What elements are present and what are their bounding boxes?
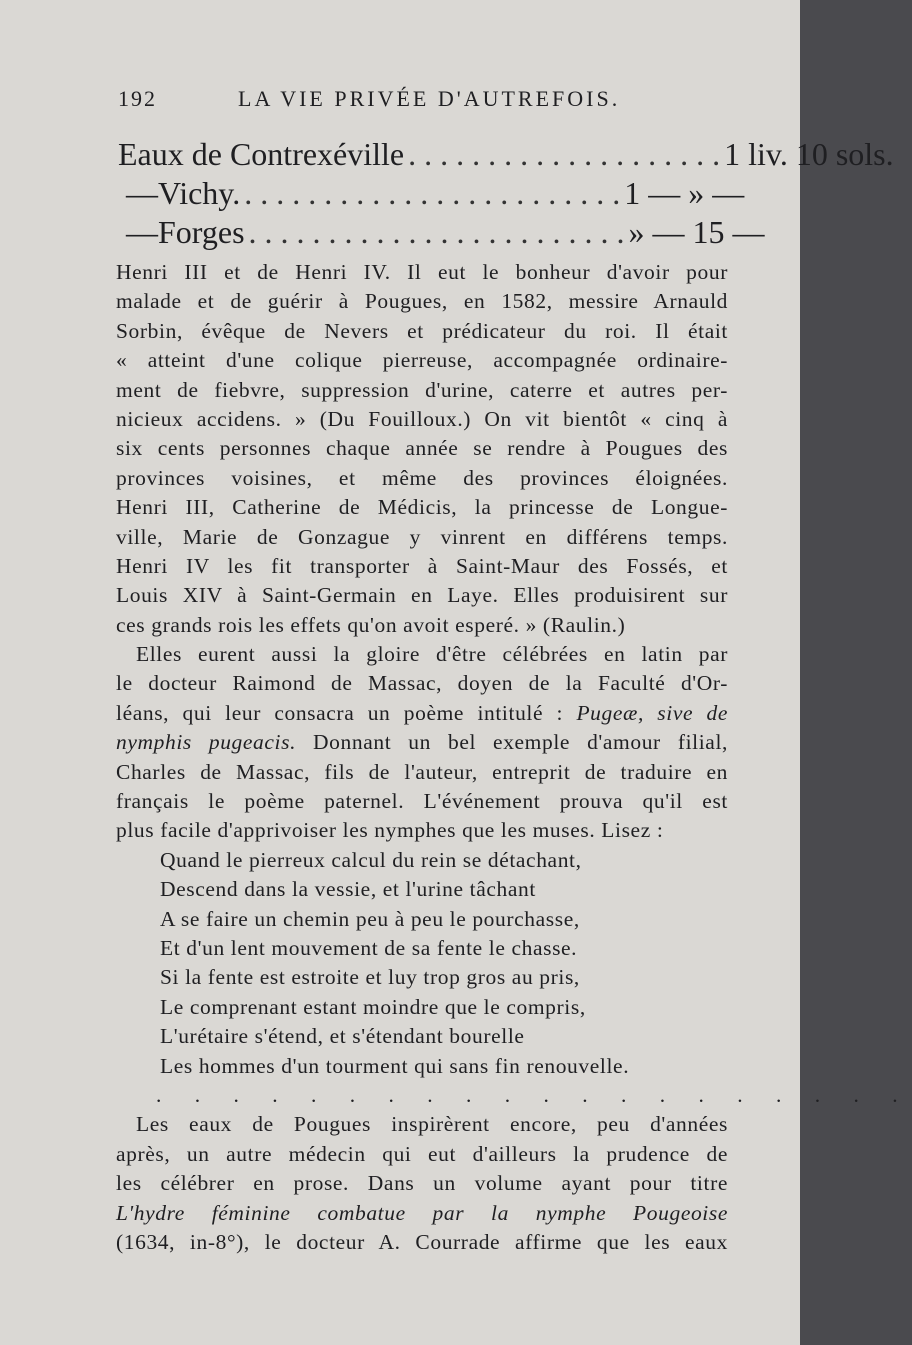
verse-line: Le comprenant estant moindre que le compris, — [160, 994, 586, 1019]
dot-leader: . . . . . . . . . . . . . . . . . . . . . . . . — [248, 214, 625, 250]
text-line — [116, 728, 728, 757]
price-item-amount: 1 liv. 10 sols. — [724, 136, 894, 172]
text-line: plus facile d'apprivoiser les nymphes que les muses. Lisez : — [116, 818, 664, 843]
verse-line: A se faire un chemin peu à peu le pourchasse, — [160, 906, 580, 931]
text-line: Sorbin, évêque de Nevers et prédicateur du roi. Il était — [116, 318, 728, 343]
dot-leader: . . . . . . . . . . . . . . . . . . . . . . . . — [244, 175, 621, 211]
text-line: Henri III, Catherine de Médicis, la princesse de Longue- — [116, 495, 728, 520]
text-line: Elles eurent aussi la gloire d'être célébrées en latin par — [136, 642, 728, 667]
text-line: malade et de guérir à Pougues, en 1582, messire Arnauld — [116, 289, 728, 314]
book-title: nymphis pugeacis. — [116, 730, 297, 755]
text-line: Les eaux de Pougues inspirèrent encore, peu d'années — [136, 1112, 728, 1137]
running-title: LA VIE PRIVÉE D'AUTREFOIS. — [238, 86, 621, 111]
text-line: provinces voisines, et même des provinces éloignées. — [116, 465, 728, 490]
price-item-name: Vichy. — [158, 175, 241, 211]
ellipsis-row: . . . . . . . . . . . . . . . . . . . . — [156, 1082, 912, 1107]
paragraph-courrade — [116, 1110, 728, 1257]
text-line: français le poème paternel. L'événement prouva qu'il est — [116, 789, 728, 814]
text-line: (1634, in-8°), le docteur A. Courrade affirme que les eaux — [116, 1229, 728, 1254]
text-line: Charles de Massac, fils de l'auteur, entreprit de traduire en — [116, 759, 728, 784]
text-line: le docteur Raimond de Massac, doyen de la Faculté d'Or- — [116, 671, 728, 696]
text-line: « atteint d'une colique pierreuse, accompagnée ordinaire- — [116, 348, 728, 373]
dot-leader: . . . . . . . . . . . . . . . . . . . . — [408, 136, 721, 172]
text-line — [116, 1199, 728, 1228]
text-line: les célébrer en prose. Dans un volume ayant pour titre — [116, 1171, 728, 1196]
price-row — [118, 135, 894, 174]
text-line: nicieux accidens. » (Du Fouilloux.) On vit bientôt « cinq à — [116, 406, 728, 431]
verse-line: Et d'un lent mouvement de sa fente le chasse. — [160, 935, 578, 960]
paragraph-massac — [116, 640, 728, 846]
text-line: Henri IV les fit transporter à Saint-Maur des Fossés, et — [116, 553, 728, 578]
text-line: après, un autre médecin qui eut d'ailleurs la prudence de — [116, 1141, 728, 1166]
price-row — [118, 213, 765, 252]
book-title: Pugeæ, sive de — [576, 700, 728, 725]
price-row — [118, 174, 745, 213]
book-title: L'hydre féminine combatue par la nymphe Pougeoise — [116, 1200, 728, 1225]
text-line: Louis XIV à Saint-Germain en Laye. Elles produisirent sur — [116, 583, 728, 608]
verse-line: Quand le pierreux calcul du rein se détachant, — [160, 847, 582, 872]
text-line: ment de fiebvre, suppression d'urine, caterre et autres per- — [116, 377, 728, 402]
ditto-dash: — — [126, 175, 158, 211]
price-item-amount: 1 — » — — [624, 175, 745, 211]
verse-line: Les hommes d'un tourment qui sans fin renouvelle. — [160, 1053, 630, 1078]
price-item-name: Eaux de Contrexéville — [118, 136, 405, 172]
text-line: Henri III et de Henri IV. Il eut le bonheur d'avoir pour — [116, 260, 728, 284]
text-segment: Donnant un bel exemple d'amour filial, — [296, 730, 728, 755]
text-segment: léans, qui leur consacra un poème intitulé : — [116, 700, 577, 725]
ditto-dash: — — [126, 214, 158, 250]
body-text — [116, 258, 912, 1257]
text-line: six cents personnes chaque année se rendre à Pougues des — [116, 436, 728, 461]
text-line — [116, 699, 728, 728]
price-item-amount: » — 15 — — [628, 214, 765, 250]
page-number: 192 — [118, 86, 157, 111]
verse-line: L'urétaire s'étend, et s'étendant bourelle — [160, 1024, 525, 1049]
text-line: ville, Marie de Gonzague y vinrent en différens temps. — [116, 524, 728, 549]
verse-quotation — [116, 846, 728, 1081]
paragraph-continued — [116, 258, 728, 640]
verse-line: Si la fente est estroite et luy trop gros au pris, — [160, 965, 580, 990]
text-line: ces grands rois les effets qu'on avoit esperé. » (Raulin.) — [116, 612, 626, 637]
price-list — [118, 135, 894, 252]
price-item-name: Forges — [158, 214, 245, 250]
verse-line: Descend dans la vessie, et l'urine tâchant — [160, 877, 536, 902]
